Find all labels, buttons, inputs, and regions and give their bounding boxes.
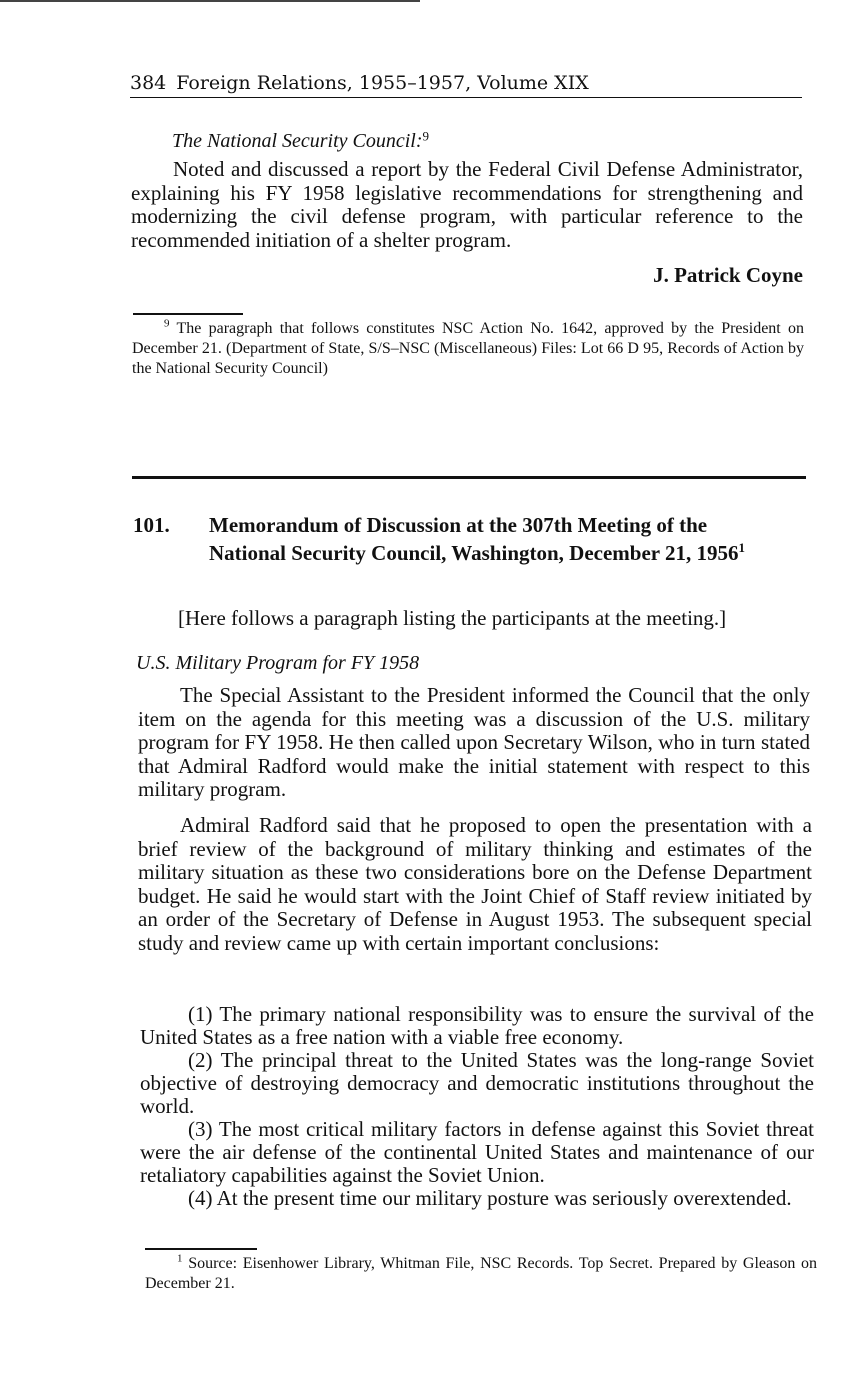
- title-line-2-text: National Security Council, Washington, December 21, 1956: [209, 541, 739, 565]
- prev-doc-subject: [172, 128, 672, 154]
- document-title: [209, 511, 809, 567]
- editorial-note-text: [Here follows a paragraph listing the participants at the meeting.]: [178, 606, 727, 630]
- title-line-2: [209, 539, 809, 567]
- page-number: 384: [130, 72, 167, 94]
- signature-block: [131, 263, 803, 288]
- scan-edge-rule: [0, 0, 420, 2]
- prev-doc-body: [131, 158, 803, 252]
- running-title: Foreign Relations, 1955–1957, Volume XIX: [176, 72, 589, 94]
- footnote-marker: 1: [177, 1252, 183, 1265]
- footnote-text: The paragraph that follows constitutes NSC Action No. 1642, approved by the President on December 21. (Department of State, S/S–NSC (Miscellaneous) Files: Lot 66 D 95, Records of Action by the National Security Council): [132, 320, 804, 377]
- signature: J. Patrick Coyne: [653, 263, 803, 287]
- body-paragraph: Admiral Radford said that he proposed to open the presentation with a brief review of the background of military thinking and estimates of the military situation as these two considerations bore on the Defense Department budget. He said he would start with the Joint Chief of Staff review initiated by an order of the Secretary of Defense in August 1953. The subsequent special study and review came up with certain important conclusions:: [138, 813, 812, 955]
- subheading-block: [136, 650, 736, 676]
- conclusions-list: [140, 1003, 814, 1210]
- editorial-note: [178, 605, 808, 631]
- subject-heading: The National Security Council:: [172, 130, 423, 152]
- paragraph-2: [138, 814, 812, 955]
- subheading: U.S. Military Program for FY 1958: [136, 652, 420, 674]
- list-item: (3) The most critical military factors in defense against this Soviet threat were the air defense of the continental United States and maintenance of our retaliatory capabilities against the Soviet Union.: [140, 1117, 814, 1187]
- list-item: (1) The primary national responsibility was to ensure the survival of the United States as a free nation with a viable free economy.: [140, 1002, 814, 1049]
- footnote-ref: 9: [422, 128, 430, 144]
- footnote-rule: [133, 313, 243, 315]
- document-number: 101.: [133, 513, 170, 537]
- section-divider: [132, 476, 806, 479]
- footnote-rule: [145, 1248, 257, 1250]
- footnote-9: [132, 319, 804, 379]
- document-number-block: [133, 511, 203, 539]
- body-paragraph: Noted and discussed a report by the Federal Civil Defense Administrator, explaining his FY 1958 legislative recommendations for strengthening and modernizing the civil defense program, with particular reference to the recommended initiation of a shelter program.: [131, 157, 803, 252]
- list-item: (2) The principal threat to the United States was the long-range Soviet objective of destroying democracy and democratic institutions throughout the world.: [140, 1048, 814, 1118]
- footnote-ref: 1: [738, 540, 745, 555]
- running-head: [130, 70, 802, 98]
- title-line-1: Memorandum of Discussion at the 307th Meeting of the: [209, 513, 708, 537]
- body-paragraph: The Special Assistant to the President informed the Council that the only item on the agenda for this meeting was a discussion of the U.S. military program for FY 1958. He then called upon Secretary Wilson, who in turn stated that Admiral Radford would make the initial statement with respect to this military program.: [138, 683, 810, 801]
- paragraph-1: [138, 684, 810, 802]
- footnote-text: Source: Eisenhower Library, Whitman File, NSC Records. Top Secret. Prepared by Gleason on December 21.: [145, 1255, 818, 1292]
- list-item: (4) At the present time our military posture was seriously overextended.: [188, 1186, 792, 1210]
- footnote-1: [145, 1254, 817, 1294]
- footnote-marker: 9: [164, 317, 170, 330]
